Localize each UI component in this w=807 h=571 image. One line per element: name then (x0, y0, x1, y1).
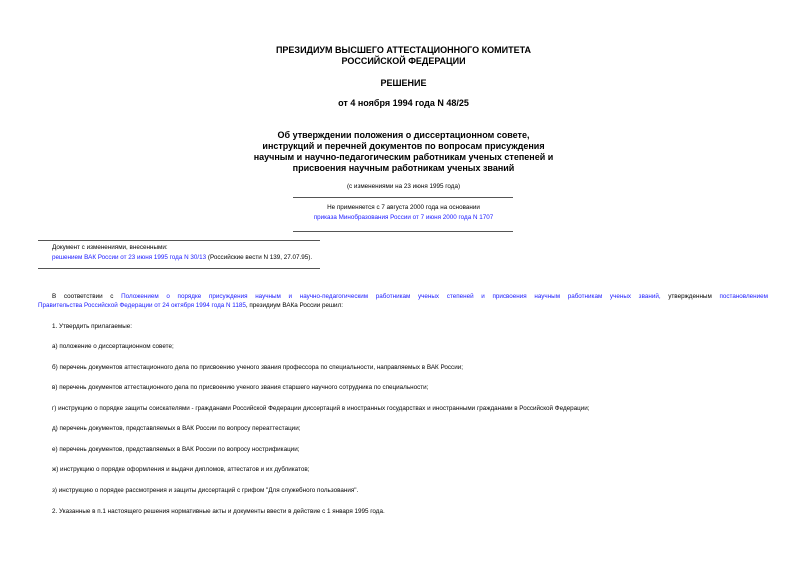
preamble-prefix: В соответствии с (52, 293, 122, 300)
changes-source: (Российские вести N 139, 27.07.95). (206, 254, 313, 261)
preamble-mid: утвержденным (660, 293, 720, 300)
amendments-note: (с изменениями на 23 июня 1995 года) (346, 183, 461, 190)
item-z: з) инструкцию о порядке рассмотрения и защиты диссертаций с грифом "Для служебного пользования". (52, 487, 359, 494)
changes-decision-link[interactable]: решением ВАК России от 23 июня 1995 года N 30/13 (52, 254, 207, 261)
item-zh: ж) инструкцию о порядке оформления и выдачи дипломов, аттестатов и их дубликатов; (52, 466, 310, 473)
preamble-line-2 (38, 302, 343, 310)
status-box-bottom-rule (293, 231, 513, 232)
document-type: РЕШЕНИЕ (380, 78, 427, 88)
item-2: 2. Указанные в п.1 настоящего решения нормативные акты и документы ввести в действие с 1 января 1995 года. (52, 508, 385, 515)
changes-box-bottom-rule (38, 268, 320, 269)
regulation-link[interactable]: Положением о порядке присуждения научным и научно-педагогическим работникам ученых степеней и присвоения научным работникам ученых званий, (121, 293, 661, 300)
subject-line-3: научным и научно-педагогическим работникам ученых степеней и (253, 152, 554, 162)
item-e: е) перечень документов, представляемых в ВАК России по вопросу нострификации; (52, 446, 300, 453)
changes-line (52, 254, 312, 262)
item-g: г) инструкцию о порядке защиты соискателями - гражданами Российской Федерации диссертаций в иностранных государствах и иностранными гражданами в Российской Федерации; (52, 405, 590, 412)
subject-line-1: Об утверждении положения о диссертационном совете, (277, 130, 530, 140)
item-d: д) перечень документов, представляемых в ВАК России по вопросу переаттестации; (52, 425, 301, 432)
subject-line-2: инструкций и перечней документов по вопросам присуждения (262, 141, 545, 151)
resolution-link-part-1[interactable]: постановлением (719, 293, 769, 300)
issuer-line-1: ПРЕЗИДИУМ ВЫСШЕГО АТТЕСТАЦИОННОГО КОМИТЕТА (275, 45, 532, 55)
changes-box-top-rule (38, 240, 320, 241)
item-1: 1. Утвердить прилагаемые: (52, 323, 132, 330)
status-line: Не применяется с 7 августа 2000 года на основании (327, 204, 480, 211)
document-date-number: от 4 ноября 1994 года N 48/25 (338, 98, 469, 108)
resolution-link-part-2[interactable]: Правительства Российской Федерации от 24 октября 1994 года N 1185 (38, 302, 246, 309)
item-b: б) перечень документов аттестационного дела по присвоению ученого звания профессора по специальности, направляемых в ВАК России; (52, 364, 463, 371)
changes-intro: Документ с изменениями, внесенными: (52, 244, 168, 251)
preamble-tail: , президиум ВАКа России решил: (245, 302, 343, 309)
preamble-line-1 (52, 292, 768, 301)
status-order-link[interactable]: приказа Минобразования России от 7 июня 2000 года N 1707 (313, 214, 494, 221)
item-a: а) положение о диссертационном совете; (52, 343, 174, 350)
subject-line-4: присвоения научным работникам ученых званий (292, 163, 515, 173)
item-v: в) перечень документов аттестационного дела по присвоению ученого звания старшего научного сотрудника по специальности; (52, 384, 429, 391)
issuer-line-2: РОССИЙСКОЙ ФЕДЕРАЦИИ (341, 56, 466, 66)
status-box-top-rule (293, 197, 513, 198)
